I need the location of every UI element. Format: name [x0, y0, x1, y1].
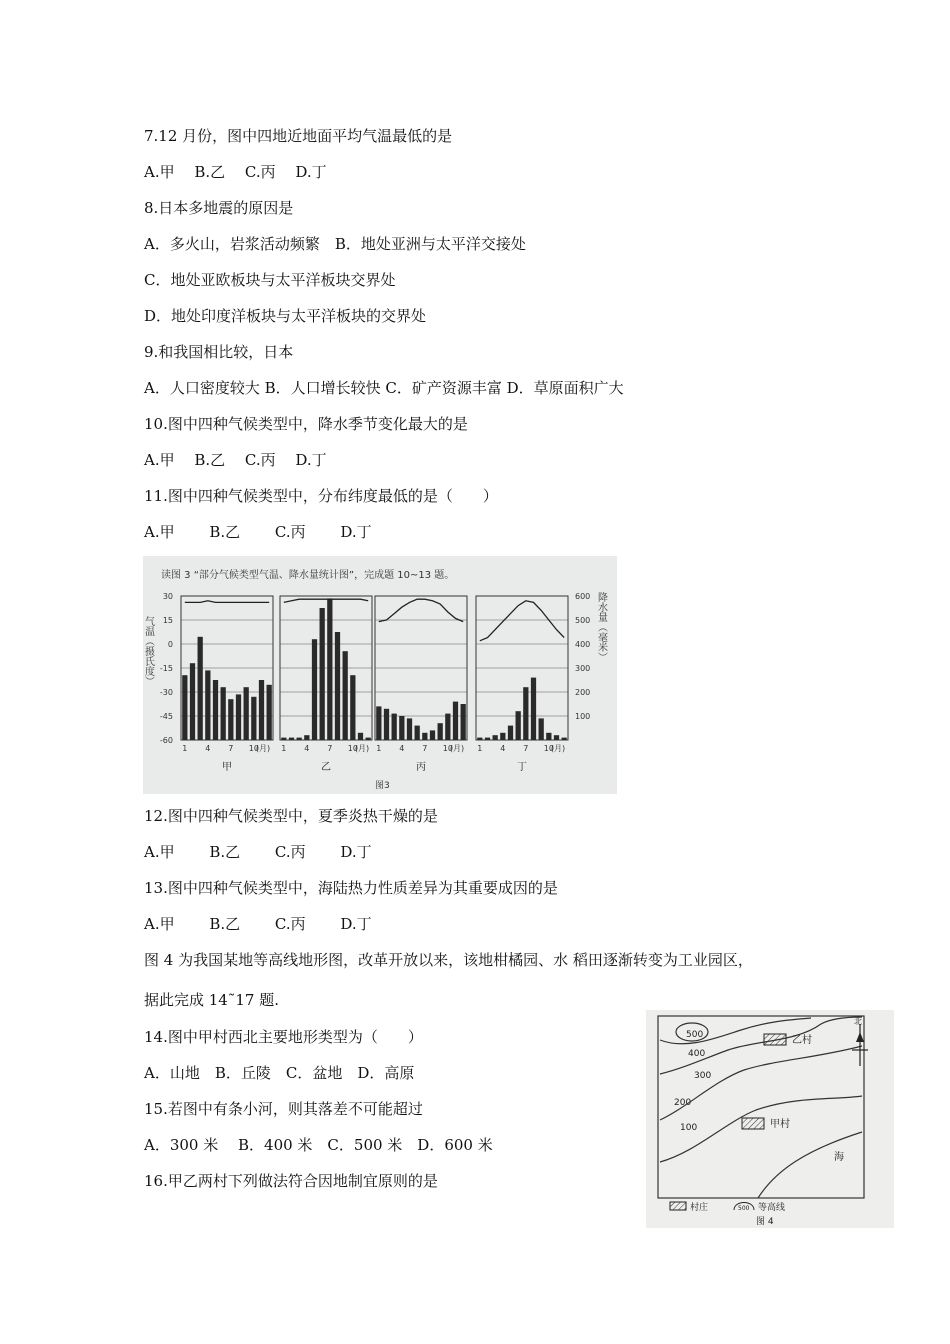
- question-8-stem: 8.日本多地震的原因是: [144, 199, 294, 217]
- precip-bar: [554, 735, 559, 740]
- question-9-stem: 9.和我国相比较，日本: [144, 343, 294, 361]
- precip-bar: [523, 687, 528, 740]
- precip-bar: [485, 738, 490, 740]
- question-7-stem: 7.12 月份，图中四地近地面平均气温最低的是: [144, 127, 453, 145]
- left-axis-label: 气温（摄氏度）: [143, 616, 154, 686]
- village-yi-symbol: [764, 1034, 786, 1045]
- question-15-options: A．300 米 B．400 米 C．500 米 D．600 米: [144, 1136, 493, 1154]
- precip-bar: [453, 702, 458, 740]
- village-jia-label: 甲村: [770, 1119, 790, 1130]
- panel-name-2: 乙: [321, 762, 331, 773]
- precip-bar: [366, 738, 371, 740]
- temp-tick-label: -45: [159, 712, 173, 721]
- question-8-option-d: D．地处印度洋板块与太平洋板块的交界处: [144, 307, 427, 325]
- north-label: 北: [854, 1017, 862, 1026]
- precip-bar: [384, 709, 389, 740]
- precip-bar: [500, 733, 505, 740]
- month-tick-label: 1: [281, 744, 287, 753]
- precip-tick-label: 300: [575, 664, 591, 673]
- precip-tick-label: 100: [575, 712, 591, 721]
- figure-3-svg: [143, 556, 617, 794]
- legend-village-symbol: [670, 1202, 686, 1210]
- precip-bar: [320, 608, 325, 740]
- contour-label-100: 100: [680, 1123, 698, 1133]
- precip-bar: [399, 716, 404, 740]
- legend-contour-label: 等高线: [758, 1203, 786, 1213]
- month-tick-label: 7: [228, 744, 234, 753]
- month-tick-label: 10: [347, 744, 358, 753]
- figure-4-caption: 图 4: [756, 1217, 774, 1227]
- precip-bar: [546, 733, 551, 740]
- precip-bar: [407, 718, 412, 740]
- precip-tick-label: 400: [575, 640, 591, 649]
- precip-bar: [267, 685, 272, 740]
- precip-bar: [259, 680, 264, 740]
- question-8-option-ab: A．多火山，岩浆活动频繁 B．地处亚洲与太平洋交接处: [144, 235, 526, 253]
- month-tick-label: 10: [248, 744, 259, 753]
- question-12-options: A.甲 B.乙 C.丙 D.丁: [144, 843, 372, 861]
- temp-tick-label: 30: [162, 592, 173, 601]
- map-legend: [670, 1201, 785, 1213]
- right-axis-label: 降水量（毫米）: [595, 592, 607, 662]
- month-tick-label: 10: [543, 744, 554, 753]
- temperature-line: [185, 601, 269, 603]
- village-jia: [742, 1117, 790, 1130]
- precip-bar: [358, 733, 363, 740]
- panel-name-1: 甲: [222, 762, 232, 773]
- precip-bar: [422, 733, 427, 740]
- village-yi-label: 乙村: [792, 1035, 812, 1046]
- legend-contour-icon-label: 500: [738, 1205, 750, 1212]
- temp-tick-label: 15: [162, 616, 173, 625]
- precip-tick-label: 500: [575, 616, 591, 625]
- question-11-stem: 11.图中四种气候类型中，分布纬度最低的是（ ）: [144, 487, 498, 505]
- precip-bar: [493, 735, 498, 740]
- temp-tick-label: -30: [159, 688, 173, 697]
- precip-bar: [244, 687, 249, 740]
- month-tick-label: 10: [442, 744, 453, 753]
- precip-bar: [531, 678, 536, 740]
- month-tick-label: 4: [500, 744, 506, 753]
- precip-bar: [297, 738, 302, 740]
- question-13-stem: 13.图中四种气候类型中，海陆热力性质差异为其重要成因的是: [144, 879, 558, 897]
- precip-bar: [289, 738, 294, 740]
- temperature-line: [379, 599, 463, 621]
- precip-bar: [461, 704, 466, 740]
- precip-bar: [415, 726, 420, 740]
- temperature-line: [284, 599, 368, 602]
- month-unit-label: (月): [550, 744, 566, 753]
- temp-tick-label: -60: [159, 736, 173, 745]
- question-10-options: A.甲 B.乙 C.丙 D.丁: [144, 451, 327, 469]
- contour-label-400: 400: [688, 1049, 706, 1059]
- question-7-options: A.甲 B.乙 C.丙 D.丁: [144, 163, 327, 181]
- temp-tick-label: 0: [167, 640, 173, 649]
- precip-tick-label: 200: [575, 688, 591, 697]
- precip-tick-label: 600: [575, 592, 591, 601]
- precip-bar: [477, 738, 482, 740]
- month-unit-label: (月): [449, 744, 465, 753]
- precip-bar: [350, 675, 355, 740]
- village-jia-symbol: [742, 1118, 764, 1129]
- precip-bar: [327, 598, 332, 740]
- precip-bar: [312, 639, 317, 740]
- precip-bar: [198, 637, 203, 740]
- precip-bar: [343, 651, 348, 740]
- temperature-line: [480, 601, 564, 641]
- precip-bar: [438, 723, 443, 740]
- precip-bar: [304, 735, 309, 740]
- question-14-options: A．山地 B．丘陵 C．盆地 D．高原: [144, 1064, 415, 1082]
- village-yi: [764, 1033, 812, 1046]
- figure-3-title: 读图 3 “部分气候类型气温、降水量统计图”，完成题 10~13 题。: [161, 570, 455, 581]
- month-unit-label: (月): [354, 744, 370, 753]
- question-15-stem: 15.若图中有条小河，则其落差不可能超过: [144, 1100, 423, 1118]
- figure-3-climate-chart: [143, 556, 617, 794]
- figure-4-contour-map: [646, 1010, 894, 1228]
- figure-4-svg: [646, 1010, 894, 1228]
- question-11-options: A.甲 B.乙 C.丙 D.丁: [144, 523, 372, 541]
- question-16-stem: 16.甲乙两村下列做法符合因地制宜原则的是: [144, 1172, 438, 1190]
- question-10-stem: 10.图中四种气候类型中，降水季节变化最大的是: [144, 415, 468, 433]
- month-tick-label: 1: [182, 744, 188, 753]
- precip-bar: [376, 706, 381, 740]
- month-tick-label: 4: [304, 744, 310, 753]
- precip-bar: [508, 726, 513, 740]
- precip-bar: [335, 632, 340, 740]
- passage-line-1: 图 4 为我国某地等高线地形图，改革开放以来，该地柑橘园、水 稻田逐渐转变为工业园区，: [144, 951, 753, 969]
- contour-label-200: 200: [674, 1098, 692, 1108]
- figure-3-caption: 图3: [375, 781, 390, 791]
- precip-bar: [228, 699, 233, 740]
- precip-bar: [562, 738, 567, 740]
- month-tick-label: 7: [422, 744, 428, 753]
- temp-tick-label: -15: [159, 664, 173, 673]
- coastline: [758, 1132, 862, 1198]
- precip-bar: [251, 697, 256, 740]
- precip-bar: [236, 694, 241, 740]
- legend-village-label: 村庄: [690, 1203, 709, 1213]
- question-12-stem: 12.图中四种气候类型中，夏季炎热干燥的是: [144, 807, 438, 825]
- precip-bar: [190, 663, 195, 740]
- contour-label-300: 300: [694, 1071, 712, 1081]
- precip-bar: [516, 711, 521, 740]
- month-tick-label: 1: [376, 744, 382, 753]
- precip-bar: [539, 718, 544, 740]
- passage-line-2: 据此完成 14˜17 题.: [144, 991, 279, 1009]
- precip-bar: [392, 714, 397, 740]
- panel-name-3: 丙: [416, 762, 426, 773]
- precip-bar: [221, 687, 226, 740]
- precip-bar: [445, 714, 450, 740]
- precip-bar: [205, 670, 210, 740]
- panel-name-4: 丁: [517, 762, 527, 773]
- question-14-stem: 14.图中甲村西北主要地形类型为（ ）: [144, 1028, 423, 1046]
- month-tick-label: 7: [327, 744, 333, 753]
- month-unit-label: (月): [255, 744, 271, 753]
- precip-bar: [213, 680, 218, 740]
- north-arrow-icon: [852, 1016, 868, 1066]
- month-tick-label: 1: [477, 744, 483, 753]
- question-9-options: A．人口密度较大 B．人口增长较快 C．矿产资源丰富 D．草原面积广大: [144, 379, 624, 397]
- month-tick-label: 4: [205, 744, 211, 753]
- month-tick-label: 4: [399, 744, 405, 753]
- precip-bar: [281, 738, 286, 740]
- precip-bar: [182, 675, 187, 740]
- precip-bar: [430, 730, 435, 740]
- contour-label-500: 500: [686, 1030, 704, 1040]
- sea-label: 海: [834, 1152, 844, 1163]
- month-tick-label: 7: [523, 744, 529, 753]
- question-8-option-c: C．地处亚欧板块与太平洋板块交界处: [144, 271, 396, 289]
- question-13-options: A.甲 B.乙 C.丙 D.丁: [144, 915, 372, 933]
